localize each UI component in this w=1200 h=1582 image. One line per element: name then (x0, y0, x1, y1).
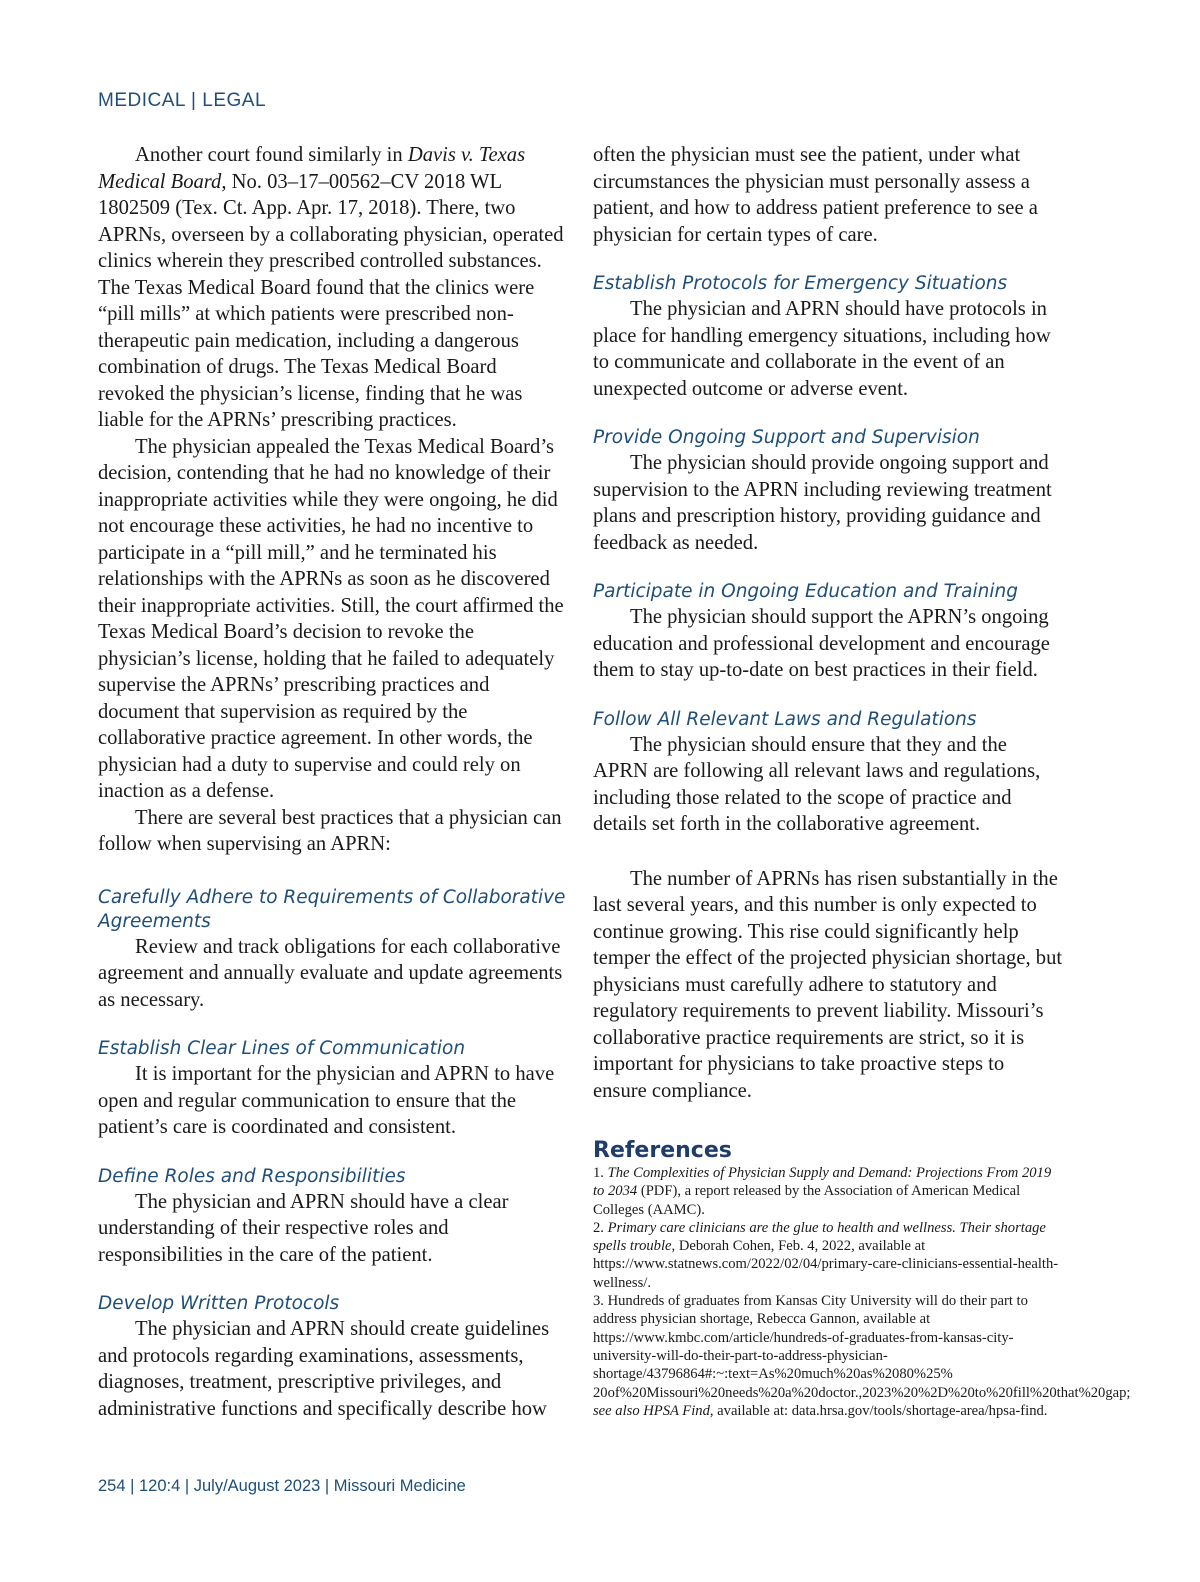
paragraph: There are several best practices that a physician can follow when supervising an APRN: (98, 806, 562, 855)
paragraph: The physician should ensure that they and the APRN are following all relevant laws and regulations, including those related to the scope of practice and details set forth in the collaborative agreement. (593, 733, 1041, 835)
ref-number: 1. (593, 1165, 608, 1181)
paragraph (98, 142, 568, 434)
section-tag: MEDICAL | LEGAL (98, 90, 267, 111)
subheading: Establish Clear Lines of Communication (98, 1038, 466, 1059)
ref-number: 2. (593, 1219, 608, 1236)
paragraph: The physician and APRN should have protocols in place for handling emergency situations, including how to communicate and collaborate in the event of an unexpected outcome or adverse event. (593, 298, 1051, 400)
ref-text: (PDF), a report released by the Association of American Medical Colleges (AAMC). (593, 1183, 1021, 1218)
paragraph: The physician and APRN should create guidelines and protocols regarding examinations, assessments, diagnoses, treatment, prescriptive privileges, and administrative functions and specifically describe how (98, 1318, 550, 1420)
left-column (98, 142, 568, 1422)
paragraph: often the physician must see the patient, under what circumstances the physician must personally assess a patient, and how to address patient preference to see a physician for certain types of care. (593, 144, 1038, 246)
subheading: Establish Protocols for Emergency Situations (593, 273, 1008, 294)
subheading: Follow All Relevant Laws and Regulations (593, 708, 977, 730)
case-name: Davis v. Texas Medical Board (98, 144, 526, 193)
ref-title: Primary care clinicians are the glue to health and wellness. Their shortage spells trouble (593, 1219, 1046, 1255)
reference-item (593, 1219, 1063, 1292)
paragraph: The physician and APRN should have a clear understanding of their respective roles and responsibilities in the care of the patient. (98, 1190, 509, 1266)
references-title: References (593, 1138, 732, 1163)
ref-title: The Complexities of Physician Supply and Demand: Projections From 2019 to 2034 (593, 1165, 1052, 1200)
subheading: Develop Written Protocols (98, 1293, 340, 1314)
page-footer: 254 | 120:4 | July/August 2023 | Missouri Medicine (98, 1477, 466, 1495)
references-list (593, 1164, 1131, 1420)
reference-item (593, 1164, 1063, 1219)
ref-see-also: see also HPSA Find (593, 1402, 710, 1419)
paragraph: The physician should support the APRN’s ongoing education and professional development and encourage them to stay up-to-date on best practices in their field. (593, 606, 1050, 681)
ref-text: , Deborah Cohen, Feb. 4, 2022, available at https://www.statnews.com/2022/02/04/primary-care-clinicians-essential-health-wellness/. (593, 1238, 1059, 1291)
subheading: Participate in Ongoing Education and Training (593, 581, 1018, 602)
paragraph: The physician should provide ongoing support and supervision to the APRN including reviewing treatment plans and prescription history, providing guidance and feedback as needed. (593, 452, 1052, 554)
paragraph: It is important for the physician and APRN to have open and regular communication to ensure that the patient’s care is coordinated and consistent. (98, 1063, 555, 1138)
subheading: Define Roles and Responsibilities (98, 1165, 406, 1187)
text: Another court found similarly in (135, 144, 408, 166)
subheading: Carefully Adhere to Requirements of Collaborative Agreements (98, 886, 566, 932)
right-column (593, 142, 1131, 1420)
subheading: Provide Ongoing Support and Supervision (593, 427, 980, 448)
ref-text: 3. Hundreds of graduates from Kansas City University will do their part to address physician shortage, Rebecca Gannon, available at https://www.kmbc.com/article/hundreds-of-graduates-from-kansas-city-university-will-do-their-part-to-address-physician-shortage/43796864#:~:text=As%20much%20as%2080%25% 20of%20Missouri%20needs%20a%20doctor.,2023%20%2D%20to%20fill%20that%20gap; (593, 1293, 1131, 1401)
ref-text: , available at: data.hrsa.gov/tools/shortage-area/hpsa-find. (709, 1402, 1048, 1419)
paragraph: The physician appealed the Texas Medical Board’s decision, contending that he had no knowledge of their inappropriate activities while they were ongoing, he did not encourage these activities, he had no incentive to participate in a “pill mill,” and he terminated his relationships with the APRNs as soon as he discovered their inappropriate activities. Still, the court affirmed the Texas Medical Board’s decision to revoke the physician’s license, holding that he failed to adequately supervise the APRNs’ prescribing practices and document that supervision as required by the collaborative practice agreement. In other words, the physician had a duty to supervise and could rely on inaction as a defense. (98, 435, 564, 802)
paragraph: Review and track obligations for each collaborative agreement and annually evaluate and update agreements as necessary. (98, 935, 563, 1011)
reference-item (593, 1292, 1131, 1420)
text: , No. 03–17–00562–CV 2018 WL 1802509 (Tex. Ct. App. Apr. 17, 2018). There, two APRNs, overseen by a collaborating physician, operated clinics wherein they prescribed controlled substances. The Texas Medical Board found that the clinics were “pill mills” at which patients were prescribed non-therapeutic pain medication, including a dangerous combination of drugs. The Texas Medical Board revoked the physician’s license, finding that he was liable for the APRNs’ prescribing practices. (98, 170, 564, 431)
paragraph: The number of APRNs has risen substantially in the last several years, and this number is only expected to continue growing. This rise could significantly help temper the effect of the projected physician shortage, but physicians must carefully adhere to statutory and regulatory requirements to prevent liability. Missouri’s collaborative practice requirements are strict, so it is important for physicians to take proactive steps to ensure compliance. (593, 867, 1063, 1102)
